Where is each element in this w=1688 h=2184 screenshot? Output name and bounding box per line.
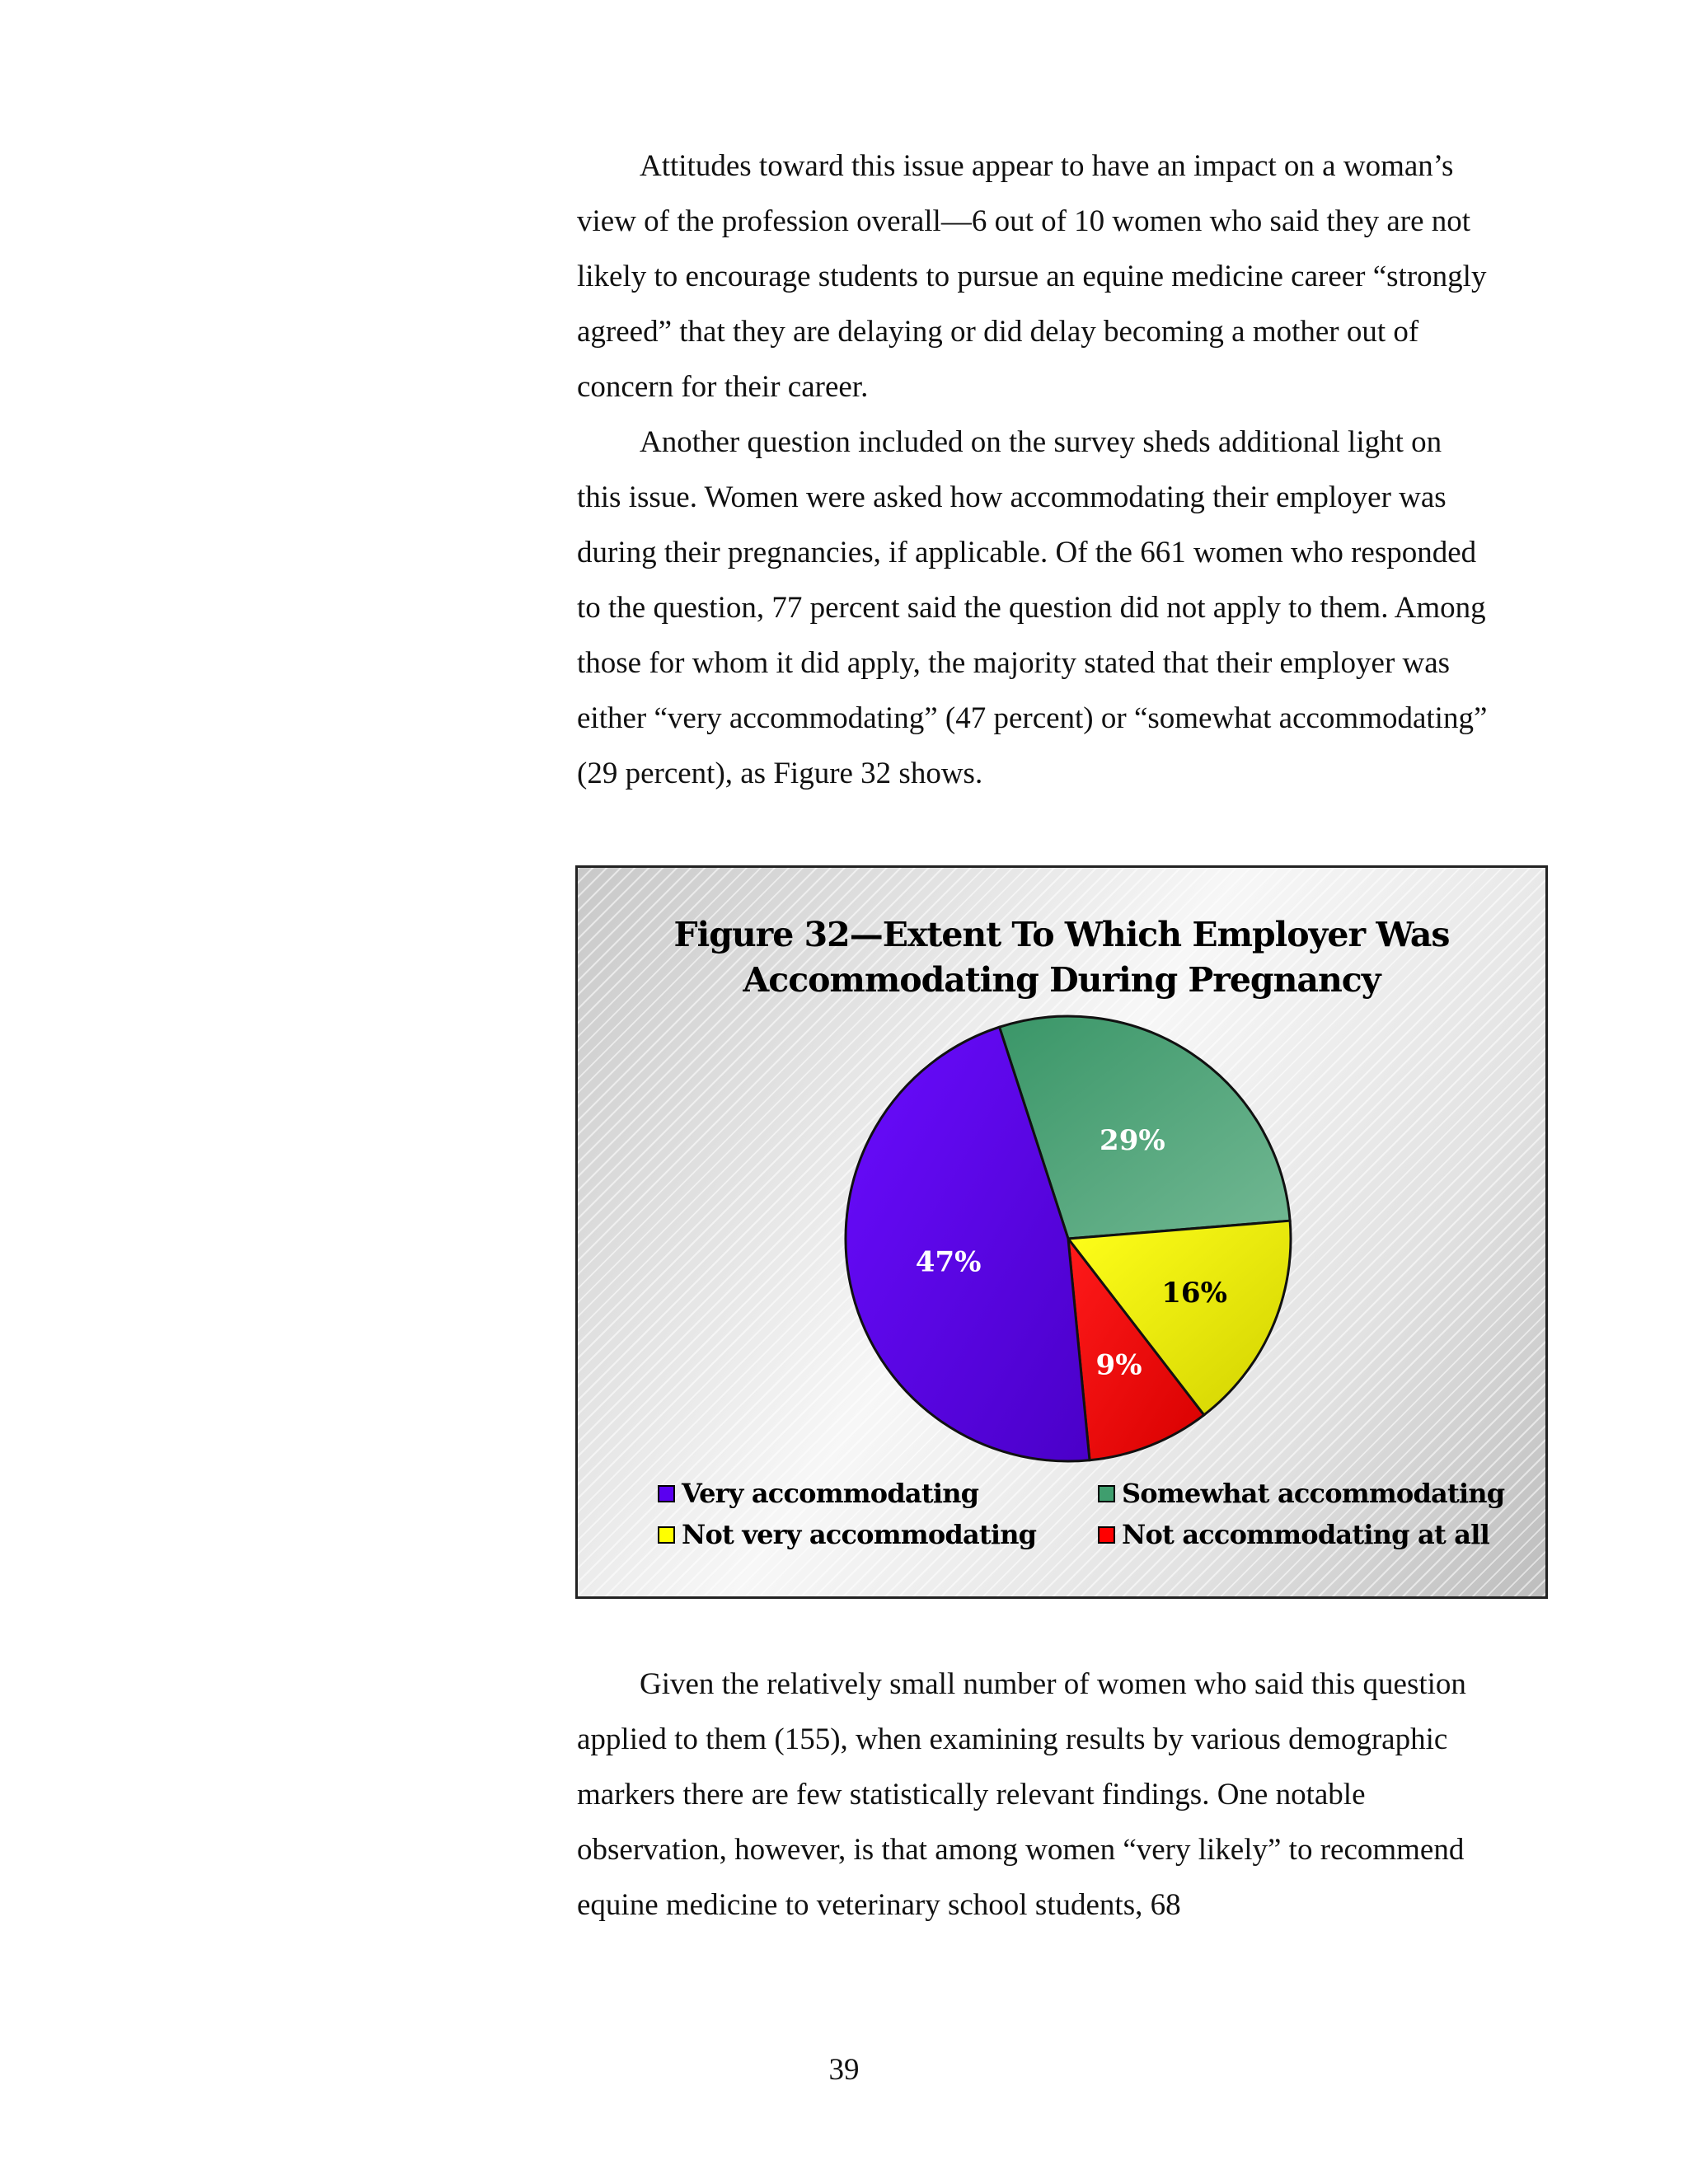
legend-item <box>1098 1519 1489 1550</box>
legend-swatch <box>1098 1526 1115 1544</box>
page-number: 39 <box>828 2053 860 2087</box>
chart-title-line-2: Accommodating During Pregnancy <box>743 960 1381 1000</box>
legend-label: Not very accommodating <box>682 1519 1037 1550</box>
paragraph: Given the relatively small number of women who said this question applied to them (155), when examining results by various demographic markers there are few statistically relevant findings. One notable observation, however, is that among women “very likely” to recommend equine medicine to veterinary school students, 68 <box>577 1667 1466 1922</box>
legend-label: Not accommodating at all <box>1122 1519 1489 1550</box>
figure-32-chart <box>575 865 1548 1599</box>
pie-data-label: 29% <box>1100 1124 1165 1158</box>
bottom-text <box>577 1657 1492 1933</box>
legend-swatch <box>658 1526 675 1544</box>
legend-item <box>658 1519 1036 1550</box>
top-text <box>577 138 1492 801</box>
legend-swatch <box>658 1485 675 1502</box>
chart-title-line-1: Figure 32—Extent To Which Employer Was <box>673 915 1450 954</box>
legend-label: Somewhat accommodating <box>1122 1478 1505 1509</box>
paragraph: Another question included on the survey sheds additional light on this issue. Women were asked how accommodating their employer was during their pregnancies, if applicable. Of the 661 women who responded to the question, 77 percent said the question did not apply to them. Among those for whom it did apply, the majority stated that their employer was either “very accommodating” (47 percent) or “somewhat accommodating” (29 percent), as Figure 32 shows. <box>577 425 1488 790</box>
pie-data-label: 47% <box>915 1245 982 1279</box>
pie-data-label: 9% <box>1095 1348 1142 1382</box>
legend-item <box>1098 1478 1504 1509</box>
paragraph: Attitudes toward this issue appear to have an impact on a woman’s view of the profession overall—6 out of 10 women who said they are not likely to encourage students to pursue an equine medicine career “strongly agreed” that they are delaying or did delay becoming a mother out of concern for their career. <box>577 149 1487 404</box>
legend-item <box>658 1478 978 1509</box>
legend-label: Very accommodating <box>682 1478 979 1509</box>
pie-data-label: 16% <box>1161 1276 1227 1310</box>
legend-swatch <box>1098 1485 1115 1502</box>
